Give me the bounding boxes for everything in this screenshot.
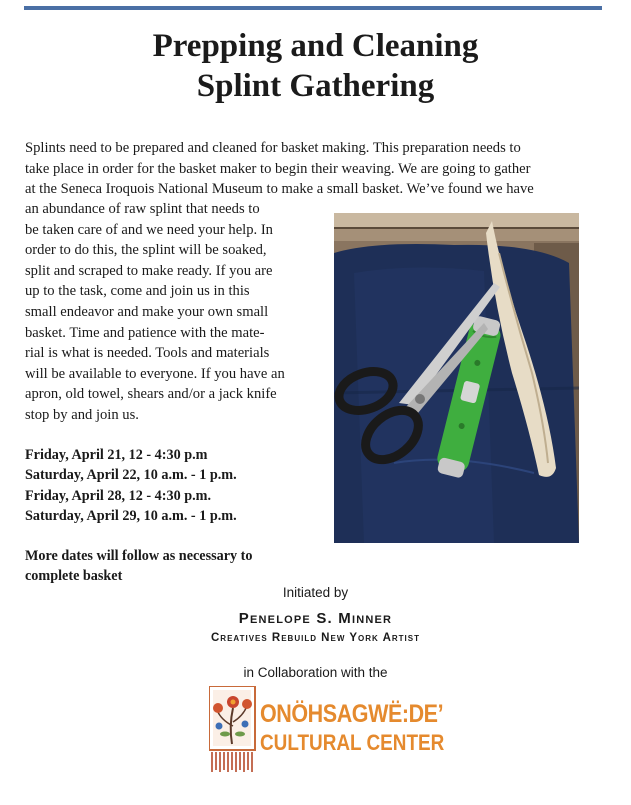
body-line: be taken care of and we need your help. In <box>25 221 273 238</box>
body-line: rial is what is needed. Tools and materials <box>25 345 270 362</box>
artist-title: Creatives Rebuild New York Artist <box>210 632 420 644</box>
flower-emblem-icon <box>209 686 259 772</box>
date-item: Saturday, April 22, 10 a.m. - 1 p.m. <box>25 467 237 484</box>
body-line: apron, old towel, shears and/or a jack knife <box>25 386 277 403</box>
scissors-knife-antler-photo <box>334 213 579 543</box>
body-line: an abundance of raw splint that needs to <box>25 201 260 217</box>
intro-line: Splints need to be prepared and cleaned for basket making. This preparation needs to <box>25 140 521 156</box>
more-dates-line: complete basket <box>25 568 123 585</box>
title-line-2: Splint Gathering <box>196 68 435 104</box>
date-item: Saturday, April 29, 10 a.m. - 1 p.m. <box>25 507 237 524</box>
intro-line: take place in order for the basket maker to begin their weaving. We are going to gather <box>25 160 531 177</box>
page-title <box>0 26 631 106</box>
initiated-by-label: Initiated by <box>282 585 349 600</box>
top-rule <box>24 6 602 10</box>
date-item: Friday, April 21, 12 - 4:30 p.m <box>25 447 208 463</box>
more-dates-note <box>25 546 325 587</box>
body-line: stop by and join us. <box>25 406 139 423</box>
artist-name: Penelope S. Minner <box>238 610 393 627</box>
collaboration-label: in Collaboration with the <box>243 665 388 680</box>
intro-line: at the Seneca Iroquois National Museum to make a small basket. We’ve found we have <box>25 181 534 198</box>
title-line-1: Prepping and Cleaning <box>152 28 479 64</box>
date-item: Friday, April 28, 12 - 4:30 p.m. <box>25 487 212 504</box>
body-paragraph <box>25 199 325 426</box>
body-line: small endeavor and make your own small <box>25 303 269 320</box>
body-line: order to do this, the splint will be soaked, <box>25 242 267 259</box>
intro-paragraph <box>25 138 610 200</box>
body-line: up to the task, come and join us in this <box>25 283 250 300</box>
logo-name: ONÖHSAGWË:DE’ <box>260 700 444 728</box>
body-line: basket. Time and patience with the mate- <box>25 324 265 341</box>
body-line: will be available to everyone. If you have an <box>25 365 285 382</box>
cultural-center-logo <box>209 686 445 772</box>
more-dates-line: More dates will follow as necessary to <box>25 548 253 564</box>
body-line: split and scraped to make ready. If you are <box>25 262 273 279</box>
logo-subtitle: CULTURAL CENTER <box>260 730 445 755</box>
event-dates <box>25 445 325 526</box>
photo-illustration <box>334 213 579 543</box>
